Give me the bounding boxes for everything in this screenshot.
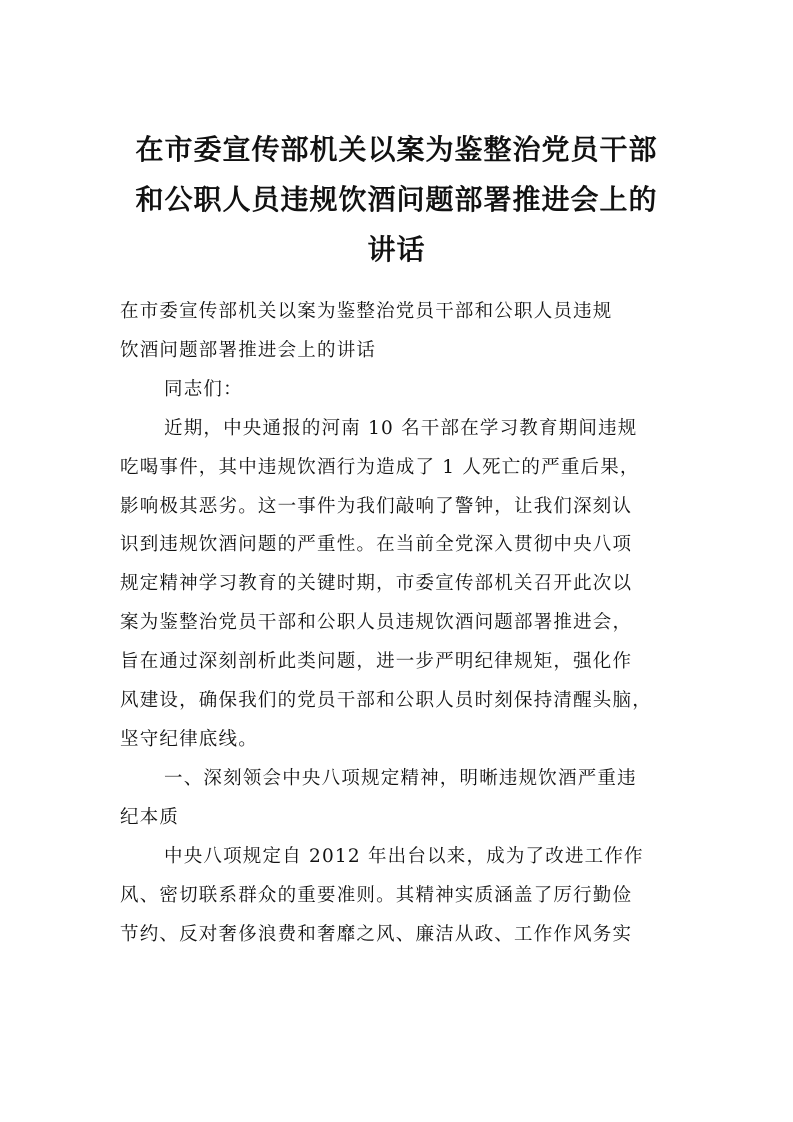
text-line: 饮酒问题部署推进会上的讲话	[120, 339, 377, 361]
text-line: 同志们：	[164, 378, 243, 400]
title-line: 和公职人员违规饮酒问题部署推进会上的	[135, 183, 658, 216]
text-line: 节约、反对奢侈浪费和奢靡之风、廉洁从政、工作作风务实	[120, 923, 633, 945]
section-heading-1	[120, 760, 680, 838]
text-line: 识到违规饮酒问题的严重性。在当前全党深入贯彻中央八项	[120, 534, 633, 556]
salutation	[120, 371, 680, 410]
text-line: 近期，中央通报的河南 10 名干部在学习教育期间违规	[164, 417, 638, 439]
text-line: 风、密切联系群众的重要准则。其精神实质涵盖了厉行勤俭	[120, 884, 633, 906]
subtitle-paragraph	[120, 293, 680, 371]
document-body	[120, 293, 680, 954]
text-line: 坚守纪律底线。	[120, 728, 258, 750]
text-line: 吃喝事件，其中违规饮酒行为造成了 1 人死亡的严重后果，	[120, 456, 640, 478]
text-line: 规定精神学习教育的关键时期，市委宣传部机关召开此次以	[120, 573, 633, 595]
paragraph-intro	[120, 410, 680, 760]
title-line: 讲话	[367, 233, 426, 266]
text-line: 在市委宣传部机关以案为鉴整治党员干部和公职人员违规	[120, 301, 613, 322]
document-title	[100, 125, 693, 275]
text-line: 一、深刻领会中央八项规定精神，明晰违规饮酒严重违	[164, 767, 637, 789]
text-line: 风建设，确保我们的党员干部和公职人员时刻保持清醒头脑，	[120, 690, 652, 712]
text-line: 旨在通过深刻剖析此类问题，进一步严明纪律规矩，强化作	[120, 651, 633, 673]
text-line: 影响极其恶劣。这一事件为我们敲响了警钟，让我们深刻认	[120, 495, 633, 517]
text-line: 中央八项规定自 2012 年出台以来，成为了改进工作作	[164, 845, 644, 867]
text-line: 纪本质	[120, 806, 180, 828]
paragraph-section-1	[120, 838, 680, 955]
title-line: 在市委宣传部机关以案为鉴整治党员干部	[135, 133, 658, 166]
text-line: 案为鉴整治党员干部和公职人员违规饮酒问题部署推进会，	[120, 612, 633, 634]
